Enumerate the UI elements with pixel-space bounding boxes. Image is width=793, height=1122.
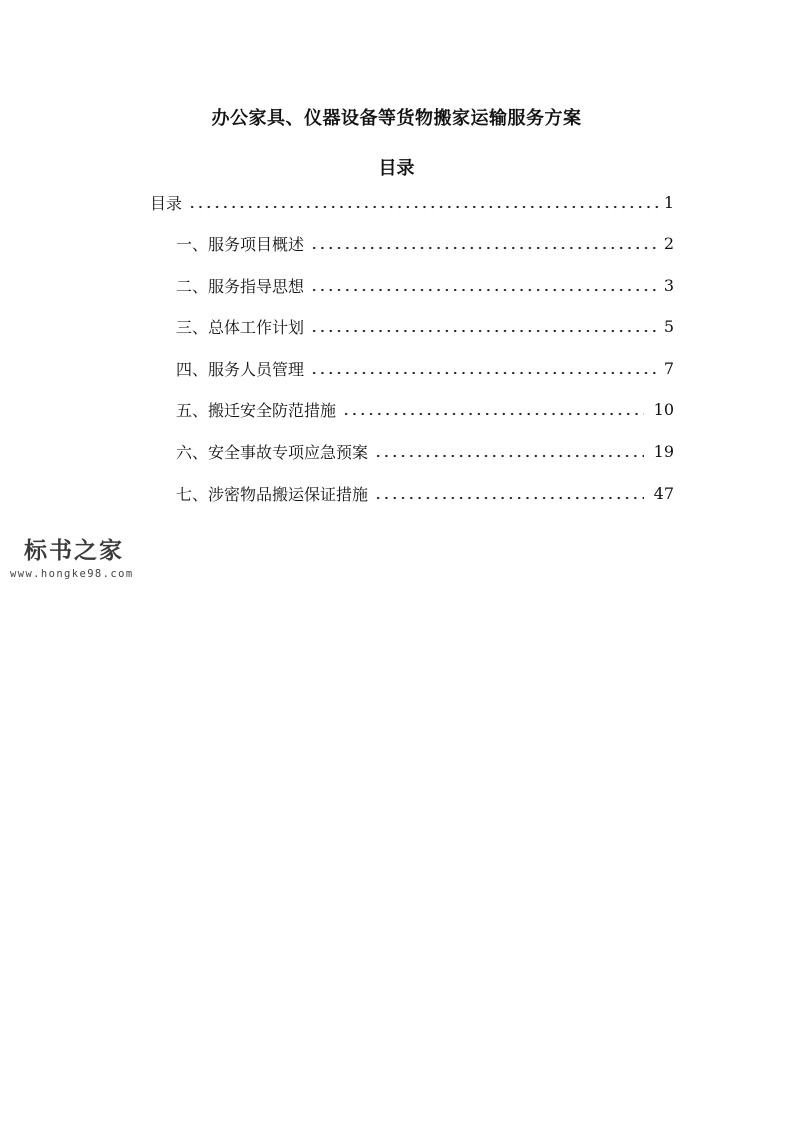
watermark-logo-text: 标书之家 [24,538,124,564]
toc-leader-dots [310,371,660,375]
toc-leader-dots [310,288,660,292]
toc-entry-label: 六、安全事故专项应急预案 [176,443,369,463]
toc-heading: 目录 [378,158,415,179]
watermark-url: www.hongke98.com [10,568,134,580]
table-of-contents [150,190,674,523]
toc-leader-dots [188,205,660,209]
toc-leader-dots [310,246,660,250]
toc-entry-label: 一、服务项目概述 [176,235,305,255]
watermark-logo [10,538,160,580]
toc-entry-label: 三、总体工作计划 [176,318,305,338]
toc-entry[interactable] [150,440,674,464]
toc-entry-page: 19 [653,442,674,462]
toc-entry[interactable] [150,481,674,505]
toc-entry-page: 5 [663,317,674,337]
toc-entry[interactable] [150,398,674,422]
toc-entry-page: 7 [663,358,674,378]
toc-entry-label: 目录 [150,193,183,213]
toc-entry-page: 2 [663,234,674,254]
toc-entry-label: 二、服务指导思想 [176,276,305,296]
toc-entry-label: 四、服务人员管理 [176,359,305,379]
toc-leader-dots [342,412,644,416]
toc-entry-page: 10 [653,400,674,420]
toc-entry-page: 1 [663,192,674,212]
toc-entry-page: 3 [663,275,674,295]
toc-entry[interactable] [150,356,674,380]
toc-leader-dots [374,454,644,458]
toc-entry-label: 五、搬迁安全防范措施 [176,401,337,421]
toc-entry[interactable] [150,232,674,256]
toc-entry[interactable] [150,190,674,214]
toc-leader-dots [374,496,644,500]
document-title: 办公家具、仪器设备等货物搬家运输服务方案 [211,108,582,129]
toc-entry-page: 47 [653,483,674,503]
toc-leader-dots [310,329,660,333]
toc-entry-label: 七、涉密物品搬运保证措施 [176,484,369,504]
toc-entry[interactable] [150,315,674,339]
toc-entry[interactable] [150,273,674,297]
